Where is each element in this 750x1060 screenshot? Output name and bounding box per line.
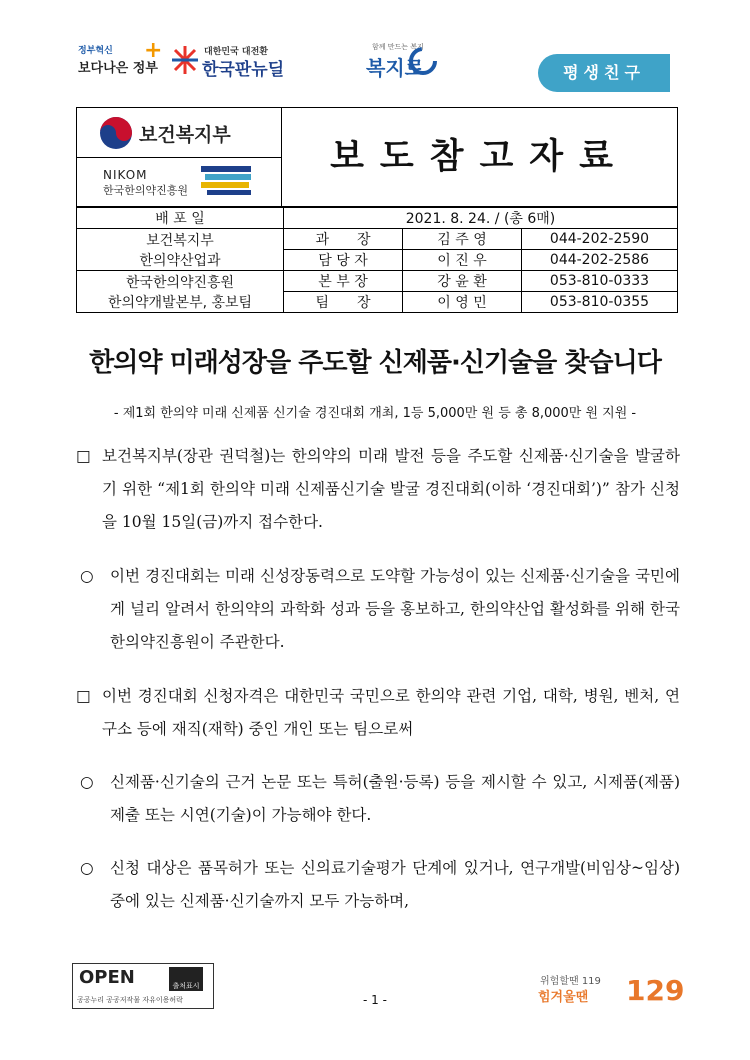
role-cell: 팀 장 <box>284 292 403 313</box>
paragraph-text: 보건복지부(장관 권덕철)는 한의약의 미래 발전 등을 주도할 신제품·신기술을 발굴하기 위한 “제1회 한의약 미래 신제품신기술 발굴 경진대회(이하 ‘경진대회’)” 참가 신청을 10월 15일(금)까지 접수한다. <box>102 447 680 531</box>
lifelong-friend-badge: 평생친구 <box>538 54 670 92</box>
agency-logos <box>77 108 282 206</box>
nikom-en: NIKOM <box>103 168 148 182</box>
paragraph-3 <box>76 680 680 746</box>
paragraph-text: 이번 경진대회 신청자격은 대한민국 국민으로 한의약 관련 기업, 대학, 병원, 벤처, 연구소 등에 재직(재학) 중인 개인 또는 팀으로써 <box>102 687 680 738</box>
phone-cell: 044-202-2590 <box>522 229 678 250</box>
dist-value: 2021. 8. 24. / (총 6매) <box>284 208 678 229</box>
phone-cell: 044-202-2586 <box>522 250 678 271</box>
phone-cell: 053-810-0355 <box>522 292 678 313</box>
dept1-line2: 한의약산업과 <box>139 252 221 269</box>
ministry-name: 보건복지부 <box>139 124 231 146</box>
paragraph-text: 이번 경진대회는 미래 신성장동력으로 도약할 가능성이 있는 신제품·신기술을 국민에게 널리 알려서 한의약의 과학화 성과 등을 홍보하고, 한의약산업 활성화를 위해 한국한의약진흥원이 주관한다. <box>110 567 680 651</box>
open-caption: 공공누리 공공저작물 자유이용허락 <box>77 996 183 1004</box>
govt-slogan-top: 정부혁신 <box>78 46 113 56</box>
paragraph-text: 신청 대상은 품목허가 또는 신의료기술평가 단계에 있거나, 연구개발(비임상~임상) 중에 있는 신제품·신기술까지 모두 가능하며, <box>110 859 680 910</box>
headline: 한의약 미래성장을 주도할 신제품·신기술을 찾습니다 <box>89 348 661 378</box>
dept1-cell <box>77 229 284 271</box>
attribution-label: 출처표시 <box>172 982 200 990</box>
role-cell: 담 당 자 <box>284 250 403 271</box>
hotline-top: 위험할땐 119 <box>540 976 601 987</box>
paragraph-5 <box>80 852 680 918</box>
govt-innovation-logo <box>78 38 163 80</box>
taegeuk-icon <box>99 116 133 150</box>
korean-newdeal-logo <box>172 44 312 80</box>
dept2-line2: 한의약개발본부, 홍보팀 <box>107 294 253 311</box>
role-cell: 본 부 장 <box>284 271 403 292</box>
name-cell: 이 진 우 <box>403 250 522 271</box>
paragraph-4 <box>80 766 680 832</box>
dept2-cell <box>77 271 284 313</box>
circle-bullet-icon: ○ <box>80 567 94 585</box>
dept1-line1: 보건복지부 <box>146 232 214 249</box>
nikom-logo <box>77 158 281 206</box>
nikom-ko: 한국한의약진흥원 <box>103 184 189 197</box>
paragraph-2 <box>80 560 680 659</box>
govt-slogan-bottom: 보다나은 정부 <box>78 61 158 76</box>
nikom-stripes-icon <box>201 166 253 196</box>
contact-table <box>76 207 678 313</box>
press-header-box <box>76 107 678 207</box>
bokjiro-top: 함께 만드는 복지 <box>372 43 424 51</box>
hotline-logo <box>536 970 686 1014</box>
hotline-number: 129 <box>626 974 685 1007</box>
open-label: OPEN <box>79 967 135 988</box>
newdeal-top: 대한민국 대전환 <box>204 47 268 57</box>
phone-cell: 053-810-0333 <box>522 271 678 292</box>
paragraph-text: 신제품·신기술의 근거 논문 또는 특허(출원·등록) 등을 제시할 수 있고, 시제품(제품) 제출 또는 시연(기술)이 가능해야 한다. <box>110 773 680 824</box>
paragraph-1 <box>76 440 680 539</box>
newdeal-name: 한국판뉴딜 <box>202 60 285 80</box>
name-cell: 강 윤 환 <box>403 271 522 292</box>
subheadline: - 제1회 한의약 미래 신제품 신기술 경진대회 개최, 1등 5,000만 원 등 총 8,000만 원 지원 - <box>113 406 637 421</box>
ministry-logo <box>77 108 281 158</box>
circle-bullet-icon: ○ <box>80 859 94 877</box>
circle-bullet-icon: ○ <box>80 773 94 791</box>
attribution-badge <box>169 967 203 991</box>
newdeal-star-icon <box>172 46 198 74</box>
name-cell: 이 영 민 <box>403 292 522 313</box>
bokjiro-ring-icon <box>408 46 438 76</box>
square-bullet-icon: □ <box>76 687 91 705</box>
bokjiro-logo <box>366 40 440 80</box>
square-bullet-icon: □ <box>76 447 91 465</box>
role-cell: 과 장 <box>284 229 403 250</box>
press-title: 보도참고자료 <box>330 136 629 177</box>
bokjiro-name: 복지로 <box>366 56 424 80</box>
name-cell: 김 주 영 <box>403 229 522 250</box>
hotline-bottom: 힘겨울땐 <box>538 990 589 1005</box>
dept2-line1: 한국한의약진흥원 <box>125 274 235 291</box>
plus-icon: + <box>144 38 163 63</box>
page-number: - 1 - <box>363 993 387 1007</box>
dist-label: 배 포 일 <box>77 208 284 229</box>
